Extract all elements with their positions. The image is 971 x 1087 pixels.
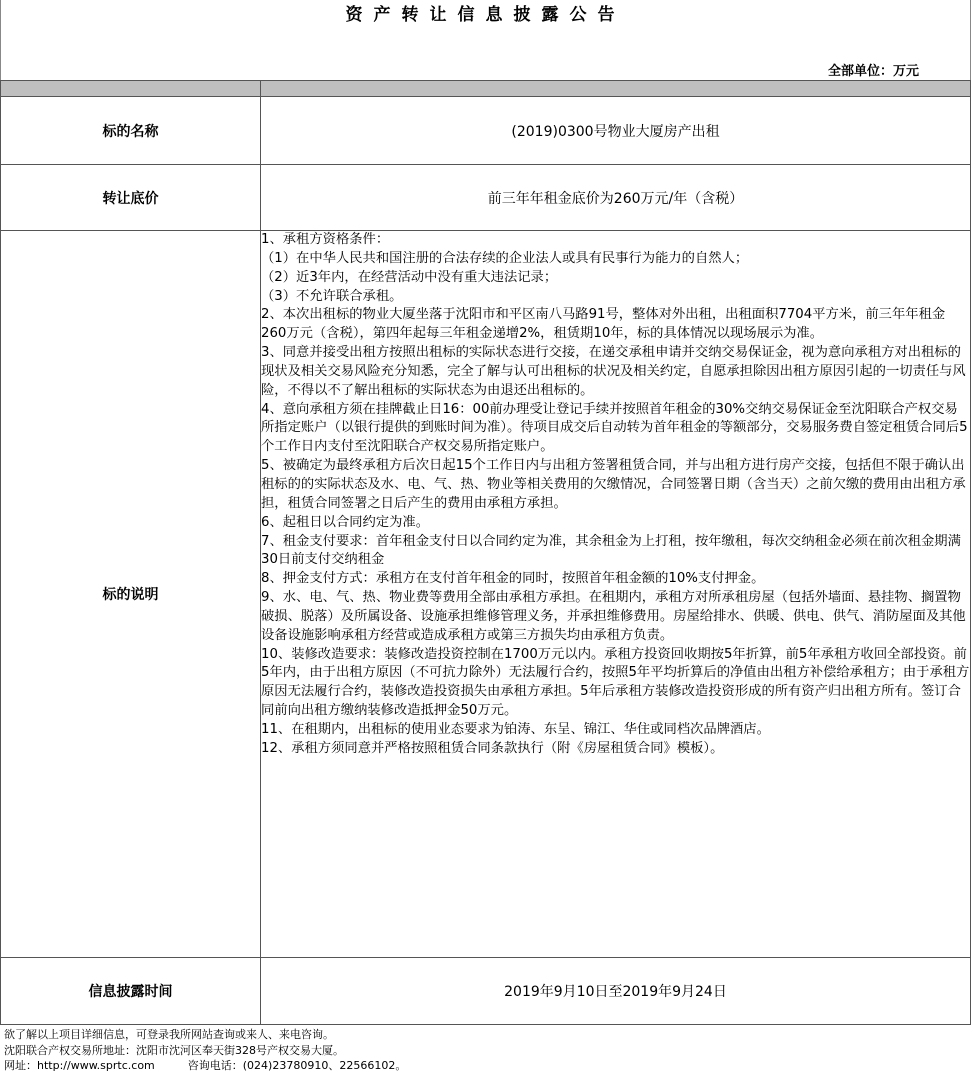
footer-line-website-phone: 网址：http://www.sprtc.com 咨询电话：(024)23780910、22566102。 <box>4 1059 407 1072</box>
info-table <box>0 80 971 1025</box>
description-line: 12、承租方须同意并严格按照租赁合同条款执行（附《房屋租赁合同》模板）。 <box>261 740 724 756</box>
frame-border-left <box>0 0 1 80</box>
description-line: （2）近3年内，在经营活动中没有重大违法记录； <box>261 269 558 285</box>
description-line: （1）在中华人民共和国注册的合法存续的企业法人或具有民事行为能力的自然人； <box>261 250 749 266</box>
description-line: 10、装修改造要求：装修改造投资控制在1700万元以内。承租方投资回收期按5年折算，前5年承租方收回全部投资。前5年内，由于出租方原因（不可抗力除外）无法履行合约，按照5年平均折算后的净值由出租方补偿给承租方；由于承租方原因无法履行合约，装修改造投资损失由承租方承担。5年后承租方装修改造投资形成的所有资产归出租方所有。签订合同前向出租方缴纳装修改造抵押金50万元。 <box>261 646 970 719</box>
description-line: 1、承租方资格条件： <box>261 232 390 247</box>
target-name-label: 标的名称 <box>1 97 261 165</box>
header-cell-right <box>261 81 971 97</box>
row-disclosure-period <box>1 958 971 1025</box>
unit-note: 全部单位：万元 <box>827 64 919 79</box>
table-header-row <box>1 81 971 97</box>
target-name-value: (2019)0300号物业大厦房产出租 <box>261 97 971 165</box>
footer-line-inquiry: 欲了解以上项目详细信息，可登录我所网站查询或来人、来电咨询。 <box>4 1028 334 1041</box>
disclosure-period-label: 信息披露时间 <box>1 958 261 1025</box>
footer-line-address: 沈阳联合产权交易所地址：沈阳市沈河区奉天街328号产权交易大厦。 <box>4 1043 344 1057</box>
description-line: 2、本次出租标的物业大厦坐落于沈阳市和平区南八马路91号，整体对外出租，出租面积7704平方米，前三年年租金260万元（含税），第四年起每三年租金递增2%，租赁期10年，标的具体情况以现场展示为准。 <box>261 307 946 342</box>
description-line: 3、同意并接受出租方按照出租标的实际状态进行交接，在递交承租申请并交纳交易保证金，视为意向承租方对出租标的现状及相关交易风险充分知悉，完全了解与认可出租标的状况及相关约定，自愿承担除因出租方原因引起的一切责任与风险，不得以不了解出租标的实际状态为由退还出租标的。 <box>261 345 966 398</box>
header-cell-left <box>1 81 261 97</box>
row-reserve-price <box>1 165 971 231</box>
description-line: 4、意向承租方须在挂牌截止日16：00前办理受让登记手续并按照首年租金的30%交纳交易保证金至沈阳联合产权交易所指定账户（以银行提供的到账时间为准）。待项目成交后自动转为首年租金的等额部分，交易服务费自签定租赁合同后5个工作日内支付至沈阳联合产权交易所指定账户。 <box>261 401 968 455</box>
disclosure-period-value: 2019年9月10日至2019年9月24日 <box>261 958 971 1025</box>
description-line: 6、起租日以合同约定为准。 <box>261 514 430 530</box>
page-title: 资产转让信息披露公告 <box>345 5 626 25</box>
footer-contact <box>4 1027 406 1074</box>
row-description <box>1 231 971 958</box>
row-target-name <box>1 97 971 165</box>
description-line: 8、押金支付方式：承租方在支付首年租金的同时，按照首年租金额的10%支付押金。 <box>261 571 765 587</box>
description-content <box>261 231 971 958</box>
description-line: 5、被确定为最终承租方后次日起15个工作日内与出租方签署租赁合同，并与出租方进行房产交接，包括但不限于确认出租标的的实际状态及水、电、气、热、物业等相关费用的欠缴情况，合同签署日期（含当天）之前欠缴的费用由出租方承担，租赁合同签署之日后产生的费用由承租方承担。 <box>261 458 966 511</box>
description-line: 9、水、电、气、热、物业费等费用全部由承租方承担。在租期内，承租方对所承租房屋（包括外墙面、悬挂物、搁置物破损、脱落）及所属设备、设施承担维修管理义务，并承担维修费用。房屋给排水、供暖、供电、供气、消防屋面及其他设备设施影响承租方经营或造成承租方或第三方损失均由承租方负责。 <box>261 590 966 643</box>
reserve-price-label: 转让底价 <box>1 165 261 231</box>
description-label: 标的说明 <box>1 231 261 958</box>
description-line: （3）不允许联合承租。 <box>261 288 403 304</box>
reserve-price-value: 前三年年租金底价为260万元/年（含税） <box>261 165 971 231</box>
description-line: 11、在租期内，出租标的使用业态要求为铂涛、东呈、锦江、华住或同档次品牌酒店。 <box>261 721 770 737</box>
description-line: 7、租金支付要求：首年租金支付日以合同约定为准，其余租金为上打租，按年缴租，每次交纳租金必须在前次租金期满30日前支付交纳租金 <box>261 533 961 568</box>
